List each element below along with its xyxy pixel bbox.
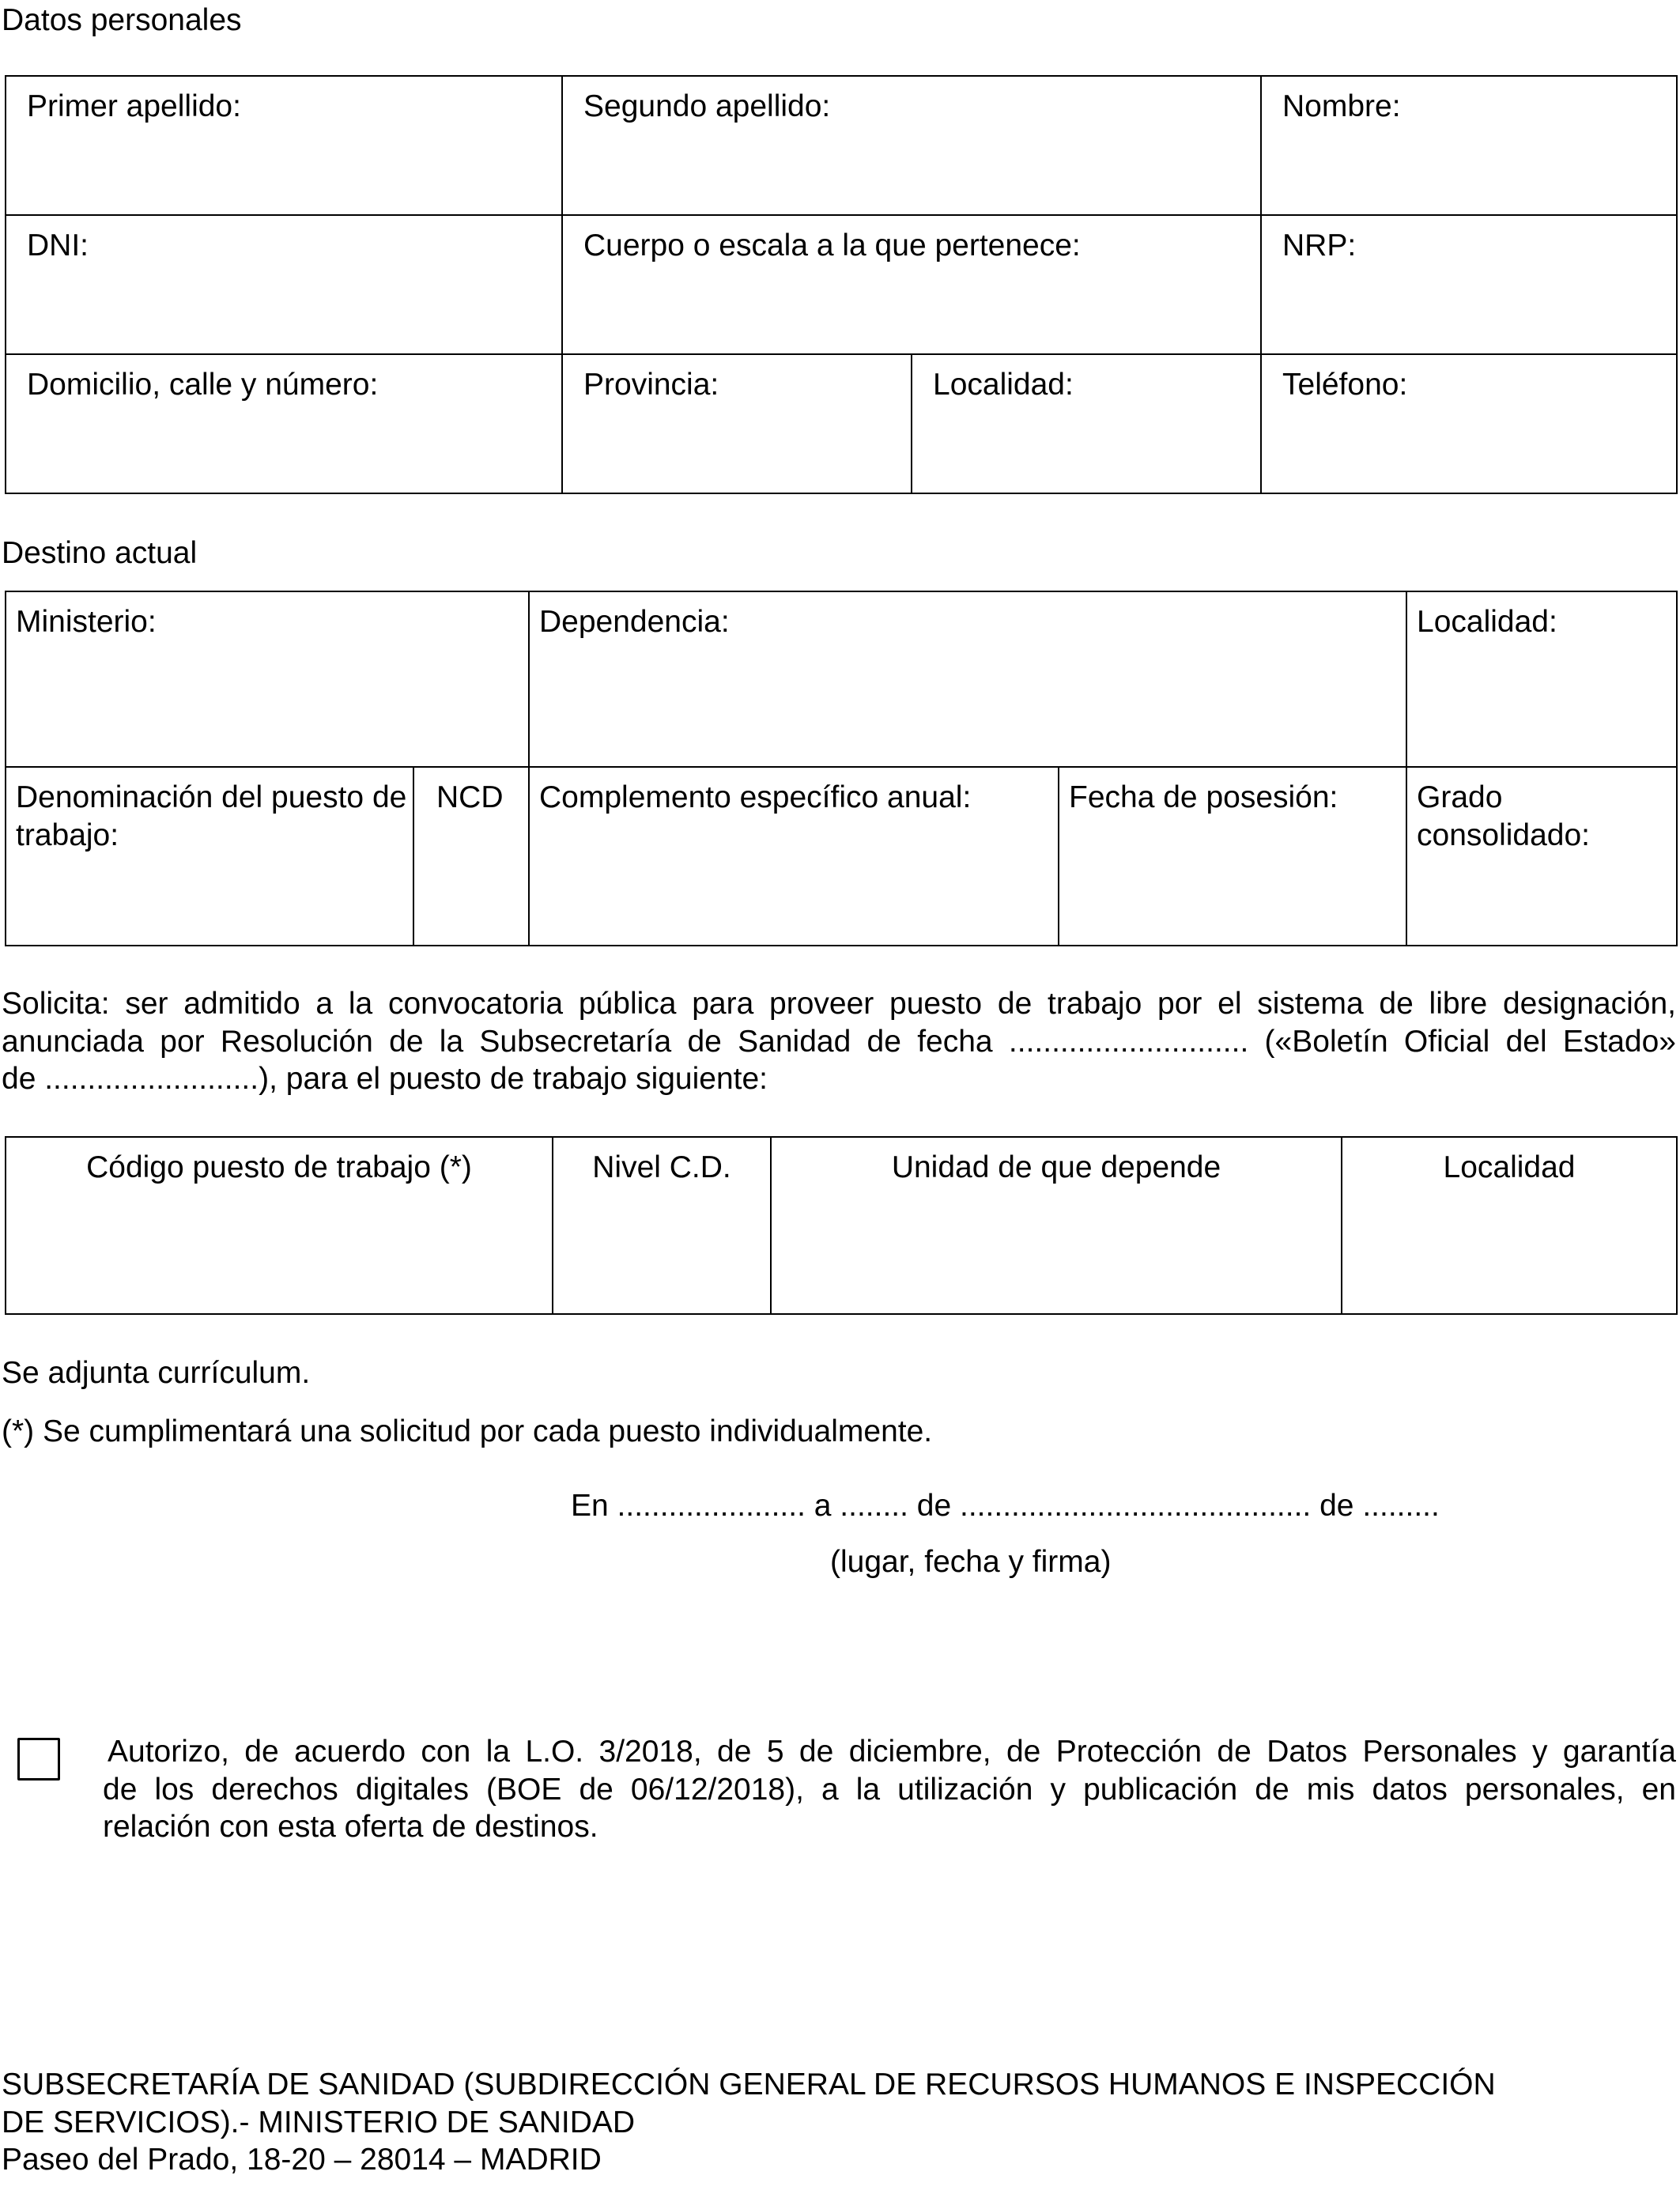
autorizo-line-2: de los derechos digitales (BOE de 06/12/2018), a la utilización y publicación de mis datos personales, en: [103, 1772, 1676, 1807]
autorizo-checkbox[interactable]: [17, 1738, 60, 1781]
asterisk-note: (*) Se cumplimentará una solicitud por cada puesto individualmente.: [2, 1414, 933, 1448]
cuerpo-escala-field[interactable]: [562, 215, 1261, 354]
footer: [2, 2066, 1496, 2179]
firma-caption: (lugar, fecha y firma): [830, 1545, 1112, 1579]
localidad-personal-field[interactable]: [912, 354, 1261, 493]
curriculum-note: Se adjunta currículum.: [2, 1356, 311, 1390]
autorizo-line-3: relación con esta oferta de destinos.: [103, 1810, 598, 1845]
grado-consolidado-field[interactable]: [1406, 767, 1677, 946]
solicita-paragraph: [2, 985, 1676, 1098]
localidad-puesto-field[interactable]: [1342, 1137, 1677, 1314]
ncd-field[interactable]: [413, 767, 529, 946]
dni-field[interactable]: [6, 215, 562, 354]
unidad-depende-label: Unidad de que depende: [891, 1150, 1221, 1184]
nrp-label: NRP:: [1282, 228, 1357, 262]
nivel-cd-field[interactable]: [553, 1137, 771, 1314]
autorizo-line-1: Autorizo, de acuerdo con la L.O. 3/2018, de 5 de diciembre, de Protección de Datos Personales y garantía: [108, 1735, 1676, 1769]
localidad-destino-label: Localidad:: [1417, 605, 1557, 639]
localidad-personal-label: Localidad:: [933, 368, 1074, 402]
dependencia-field[interactable]: [529, 591, 1406, 767]
nombre-label: Nombre:: [1282, 89, 1401, 123]
ministerio-field[interactable]: [6, 591, 529, 767]
segundo-apellido-field[interactable]: [562, 76, 1261, 215]
footer-line-2: DE SERVICIOS).- MINISTERIO DE SANIDAD: [2, 2105, 636, 2139]
unidad-depende-field[interactable]: [771, 1137, 1342, 1314]
solicita-line-2: anunciada por Resolución de la Subsecretaría de Sanidad de fecha ............................ («Boletín Oficial del Estado»: [2, 1024, 1676, 1059]
grado-consolidado-label: Grado consolidado:: [1417, 780, 1591, 852]
denominacion-puesto-label: Denominación del puesto de trabajo:: [16, 780, 407, 852]
telefono-label: Teléfono:: [1282, 368, 1408, 402]
fecha-posesion-label: Fecha de posesión:: [1069, 780, 1338, 814]
localidad-destino-field[interactable]: [1406, 591, 1677, 767]
cuerpo-escala-label: Cuerpo o escala a la que pertenece:: [583, 228, 1081, 262]
localidad-puesto-label: Localidad: [1443, 1150, 1576, 1184]
codigo-puesto-label: Código puesto de trabajo (*): [86, 1150, 472, 1184]
footer-line-1: SUBSECRETARÍA DE SANIDAD (SUBDIRECCIÓN GENERAL DE RECURSOS HUMANOS E INSPECCIÓN: [2, 2067, 1496, 2101]
ncd-label: NCD: [436, 780, 504, 814]
puesto-table: [5, 1136, 1678, 1315]
complemento-especifico-label: Complemento específico anual:: [539, 780, 972, 814]
nombre-field[interactable]: [1261, 76, 1677, 215]
segundo-apellido-label: Segundo apellido:: [583, 89, 831, 123]
section-title-destino-actual: Destino actual: [2, 536, 198, 570]
domicilio-field[interactable]: [6, 354, 562, 493]
section-title-datos-personales: Datos personales: [2, 3, 242, 37]
complemento-especifico-field[interactable]: [529, 767, 1059, 946]
denominacion-puesto-field[interactable]: [6, 767, 413, 946]
provincia-field[interactable]: [562, 354, 912, 493]
primer-apellido-field[interactable]: [6, 76, 562, 215]
solicita-line-1: Solicita: ser admitido a la convocatoria pública para proveer puesto de trabajo por el sistema de libre designación,: [2, 987, 1676, 1021]
solicita-line-3: de .........................), para el puesto de trabajo siguiente:: [2, 1062, 768, 1097]
fecha-posesion-field[interactable]: [1059, 767, 1406, 946]
domicilio-label: Domicilio, calle y número:: [27, 368, 379, 402]
dependencia-label: Dependencia:: [539, 605, 730, 639]
telefono-field[interactable]: [1261, 354, 1677, 493]
footer-line-3: Paseo del Prado, 18-20 – 28014 – MADRID: [2, 2143, 602, 2177]
codigo-puesto-field[interactable]: [6, 1137, 553, 1314]
destino-actual-table: [5, 591, 1678, 946]
ministerio-label: Ministerio:: [16, 605, 157, 639]
datos-personales-table: [5, 75, 1678, 494]
nivel-cd-label: Nivel C.D.: [592, 1150, 731, 1184]
primer-apellido-label: Primer apellido:: [27, 89, 241, 123]
nrp-field[interactable]: [1261, 215, 1677, 354]
autorizo-paragraph: [103, 1733, 1676, 1846]
firma-line: En ...................... a ........ de ......................................... de .........: [571, 1489, 1440, 1523]
provincia-label: Provincia:: [583, 368, 719, 402]
dni-label: DNI:: [27, 228, 89, 262]
